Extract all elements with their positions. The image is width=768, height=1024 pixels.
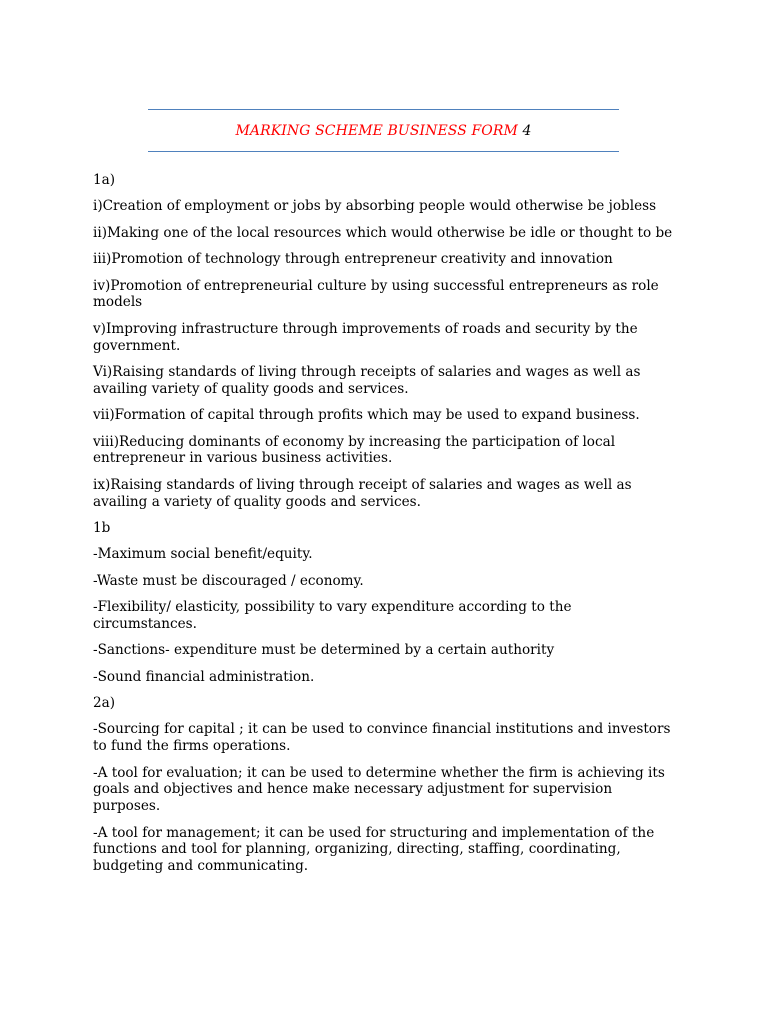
answer-point: iii)Promotion of technology through entrepreneur creativity and innovation [93,251,613,268]
answer-point: -Sourcing for capital ; it can be used to convince financial institutions and investors to fund the firms operations. [93,721,671,755]
answer-point: i)Creation of employment or jobs by absorbing people would otherwise be jobless [93,198,657,215]
document-title [235,123,531,139]
answer-point: -Waste must be discouraged / economy. [93,572,364,589]
answer-point: viii)Reducing dominants of economy by increasing the participation of local entrepreneur in various business activities. [93,433,616,467]
answer-point: v)Improving infrastructure through improvements of roads and security by the government. [93,320,638,354]
title-block [148,109,619,152]
section-heading-1b: 1b [93,519,111,536]
answer-point: ix)Raising standards of living through receipt of salaries and wages as well as availing a variety of quality goods and services. [93,476,632,510]
document-title-number: 4 [522,122,532,139]
section-heading-1a: 1a) [93,172,116,188]
document-title-main: MARKING SCHEME BUSINESS FORM [235,122,518,139]
section-heading-2a: 2a) [93,695,116,712]
answer-point: -Sound financial administration. [93,668,315,685]
answer-point: -A tool for management; it can be used for structuring and implementation of the functions and tool for planning, organizing, directing, staffing, coordinating, budgeting and communicating. [93,824,655,875]
answer-point: -Flexibility/ elasticity, possibility to vary expenditure according to the circumstances. [93,599,572,632]
document-body [93,172,678,885]
answer-point: -Maximum social benefit/equity. [93,546,313,563]
answer-point: Vi)Raising standards of living through receipts of salaries and wages as well as availing variety of quality goods and services. [93,363,641,397]
answer-point: vii)Formation of capital through profits which may be used to expand business. [93,407,640,424]
answer-point: -A tool for evaluation; it can be used to determine whether the firm is achieving its goals and objectives and hence make necessary adjustment for supervision purposes. [93,764,665,815]
answer-point: -Sanctions- expenditure must be determined by a certain authority [93,642,555,659]
answer-point: ii)Making one of the local resources which would otherwise be idle or thought to be [93,224,673,241]
answer-point: iv)Promotion of entrepreneurial culture by using successful entrepreneurs as role models [93,277,659,311]
